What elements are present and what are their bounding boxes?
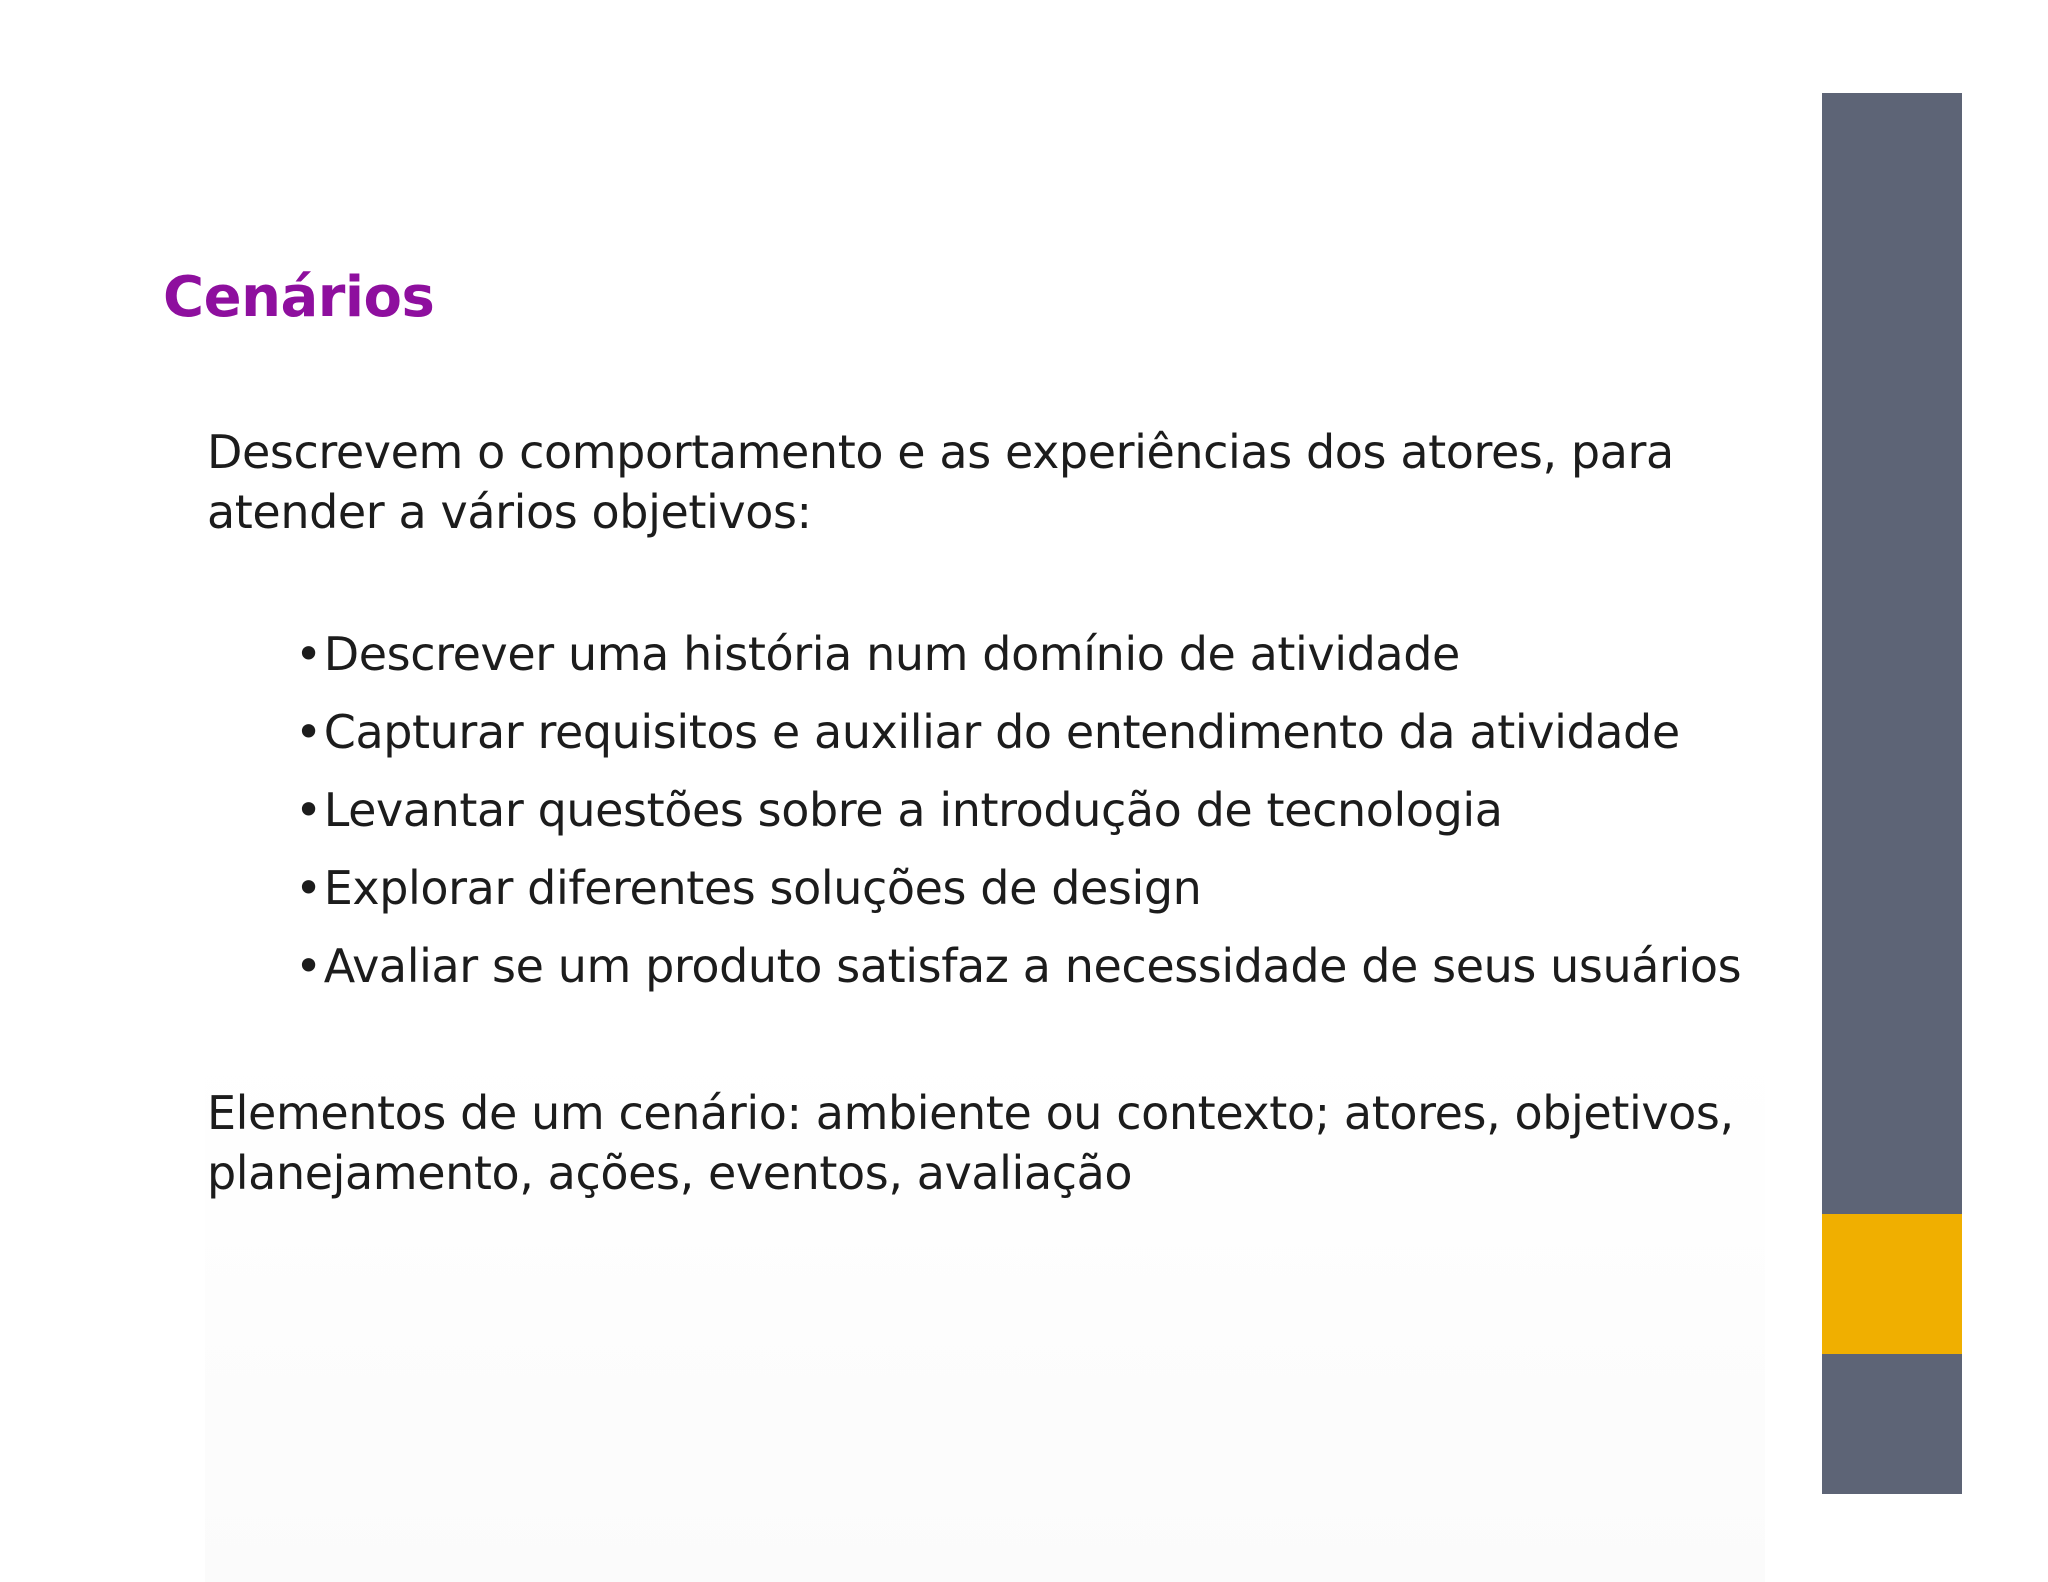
list-item-text: Descrever uma história num domínio de atividade [323,627,1460,681]
intro-line: atender a vários objetivos: [207,485,812,539]
slide-title: Cenários [163,265,435,330]
bullet-icon: • [295,939,322,993]
list-item [295,693,1741,771]
elements-line: planejamento, ações, eventos, avaliação [207,1146,1133,1200]
bullet-icon: • [295,705,322,759]
elements-line: Elementos de um cenário: ambiente ou contexto; atores, objetivos, [207,1086,1734,1140]
list-item-text: Capturar requisitos e auxiliar do entendimento da atividade [323,705,1680,759]
sidebar-gray-block [1822,93,1962,1214]
list-item [295,927,1741,1005]
list-item-text: Levantar questões sobre a introdução de tecnologia [323,783,1503,837]
intro-line: Descrevem o comportamento e as experiências dos atores, para [207,425,1674,479]
sidebar-accent-block [1822,1214,1962,1354]
list-item [295,771,1741,849]
list-item [295,849,1741,927]
bullet-icon: • [295,783,322,837]
list-item-text: Avaliar se um produto satisfaz a necessidade de seus usuários [323,939,1742,993]
elements-paragraph [207,1083,1767,1203]
sidebar-gray-block-bottom [1822,1354,1962,1494]
list-item [295,615,1741,693]
bullet-icon: • [295,627,322,681]
bullet-icon: • [295,861,322,915]
objectives-list [295,615,1741,1005]
intro-paragraph [207,422,1767,542]
list-item-text: Explorar diferentes soluções de design [323,861,1202,915]
